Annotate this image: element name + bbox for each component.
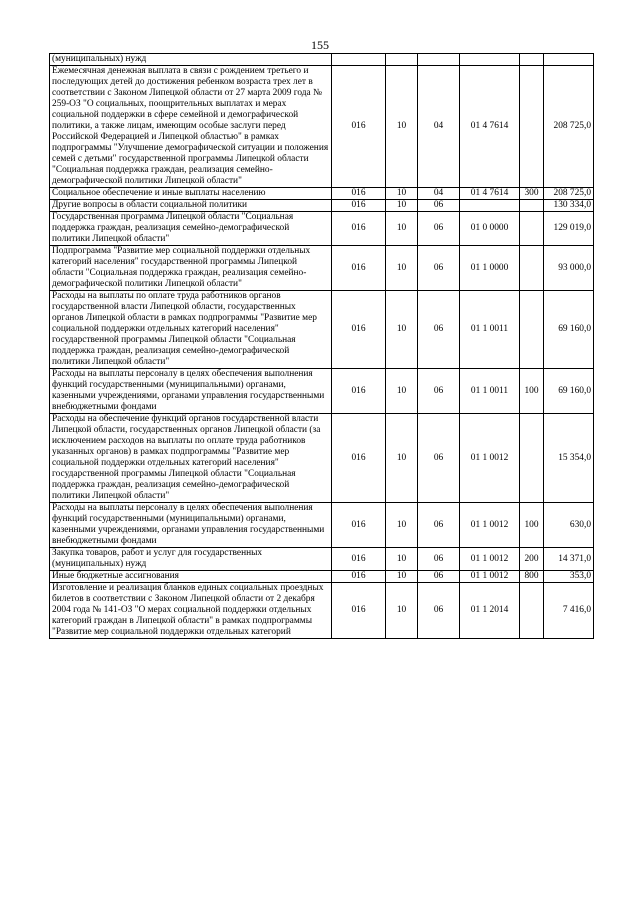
subsection-code-cell: 06 <box>418 200 460 212</box>
section-code-cell: 10 <box>386 414 418 503</box>
section-code-cell: 10 <box>386 246 418 291</box>
target-article-cell: 01 4 7614 <box>460 188 520 200</box>
row-name-cell: Закупка товаров, работ и услуг для государственных (муниципальных) нужд <box>50 548 332 571</box>
subsection-code-cell: 06 <box>418 548 460 571</box>
ministry-code-cell: 016 <box>332 583 386 639</box>
expense-type-cell: 200 <box>520 548 544 571</box>
subsection-code-cell: 06 <box>418 583 460 639</box>
target-article-cell: 01 1 0012 <box>460 414 520 503</box>
table-row <box>50 571 594 583</box>
table-row <box>50 200 594 212</box>
table-row <box>50 414 594 503</box>
section-code-cell: 10 <box>386 212 418 246</box>
target-article-cell: 01 1 0012 <box>460 503 520 548</box>
subsection-code-cell: 06 <box>418 291 460 369</box>
amount-cell: 15 354,0 <box>544 414 594 503</box>
row-name-cell: Расходы на выплаты персоналу в целях обеспечения выполнения функций государственными (муниципальными) органами, казенными учреждениями, органами управления государственными внебюджетными фондами <box>50 369 332 414</box>
amount-cell: 130 334,0 <box>544 200 594 212</box>
target-article-cell: 01 4 7614 <box>460 66 520 188</box>
subsection-code-cell: 06 <box>418 369 460 414</box>
expense-type-cell: 300 <box>520 188 544 200</box>
page-number: 155 <box>311 38 329 52</box>
table-row <box>50 66 594 188</box>
target-article-cell: 01 1 0011 <box>460 369 520 414</box>
amount-cell: 208 725,0 <box>544 188 594 200</box>
ministry-code-cell: 016 <box>332 66 386 188</box>
expense-type-cell: 100 <box>520 503 544 548</box>
subsection-code-cell: 06 <box>418 246 460 291</box>
ministry-code-cell: 016 <box>332 414 386 503</box>
expense-type-cell <box>520 583 544 639</box>
ministry-code-cell: 016 <box>332 548 386 571</box>
subsection-code-cell: 06 <box>418 414 460 503</box>
ministry-code-cell: 016 <box>332 503 386 548</box>
table-row <box>50 548 594 571</box>
table-row <box>50 503 594 548</box>
section-code-cell: 10 <box>386 548 418 571</box>
section-code-cell: 10 <box>386 200 418 212</box>
expense-type-cell <box>520 414 544 503</box>
amount-cell: 353,0 <box>544 571 594 583</box>
target-article-cell: 01 0 0000 <box>460 212 520 246</box>
amount-cell: 129 019,0 <box>544 212 594 246</box>
table-row <box>50 583 594 639</box>
ministry-code-cell: 016 <box>332 200 386 212</box>
subsection-code-cell: 06 <box>418 503 460 548</box>
section-code-cell: 10 <box>386 66 418 188</box>
ministry-code-cell <box>332 54 386 66</box>
target-article-cell <box>460 200 520 212</box>
target-article-cell: 01 1 0012 <box>460 571 520 583</box>
amount-cell: 208 725,0 <box>544 66 594 188</box>
row-name-cell: Государственная программа Липецкой области "Социальная поддержка граждан, реализация семейно-демографической политики Липецкой области" <box>50 212 332 246</box>
table-row <box>50 246 594 291</box>
ministry-code-cell: 016 <box>332 291 386 369</box>
section-code-cell: 10 <box>386 291 418 369</box>
target-article-cell: 01 1 0011 <box>460 291 520 369</box>
ministry-code-cell: 016 <box>332 369 386 414</box>
row-name-cell: Подпрограмма "Развитие мер социальной поддержки отдельных категорий населения" государственной программы Липецкой области "Социальная поддержка граждан, реализация семейно-демографической политики Липецкой области" <box>50 246 332 291</box>
ministry-code-cell: 016 <box>332 188 386 200</box>
target-article-cell <box>460 54 520 66</box>
expense-type-cell <box>520 66 544 188</box>
subsection-code-cell: 06 <box>418 212 460 246</box>
row-name-cell: Расходы на выплаты персоналу в целях обеспечения выполнения функций государственными (муниципальными) органами, казенными учреждениями, органами управления государственными внебюджетными фондами <box>50 503 332 548</box>
target-article-cell: 01 1 0012 <box>460 548 520 571</box>
table-row <box>50 369 594 414</box>
section-code-cell: 10 <box>386 571 418 583</box>
expense-type-cell <box>520 54 544 66</box>
amount-cell <box>544 54 594 66</box>
row-name-cell: Изготовление и реализация бланков единых социальных проездных билетов в соответствии с Законом Липецкой области от 2 декабря 2004 года № 141-ОЗ "О мерах социальной поддержки отдельных категорий граждан в Липецкой области" в рамках подпрограммы "Развитие мер социальной поддержки отдельных категорий <box>50 583 332 639</box>
section-code-cell <box>386 54 418 66</box>
budget-table-body <box>50 54 594 639</box>
table-row <box>50 212 594 246</box>
subsection-code-cell <box>418 54 460 66</box>
section-code-cell: 10 <box>386 583 418 639</box>
amount-cell: 93 000,0 <box>544 246 594 291</box>
row-name-cell: Ежемесячная денежная выплата в связи с рождением третьего и последующих детей до достижения ребенком возраста трех лет в соответствии с Законом Липецкой области от 27 марта 2009 года № 259-ОЗ "О социальных, поощрительных выплатах и мерах социальной поддержки в сфере семейной и демографической политики, а также лицам, имеющим особые заслуги перед Российской Федерацией и Липецкой областью" в рамках подпрограммы "Улучшение демографической ситуации и положения семей с детьми" государственной программы Липецкой области "Социальная поддержка граждан, реализация семейно-демографической политики Липецкой области" <box>50 66 332 188</box>
expense-type-cell: 800 <box>520 571 544 583</box>
table-row <box>50 291 594 369</box>
ministry-code-cell: 016 <box>332 571 386 583</box>
row-name-cell: Социальное обеспечение и иные выплаты населению <box>50 188 332 200</box>
subsection-code-cell: 04 <box>418 188 460 200</box>
subsection-code-cell: 04 <box>418 66 460 188</box>
table-row <box>50 54 594 66</box>
ministry-code-cell: 016 <box>332 246 386 291</box>
amount-cell: 69 160,0 <box>544 291 594 369</box>
expense-type-cell <box>520 291 544 369</box>
ministry-code-cell: 016 <box>332 212 386 246</box>
amount-cell: 630,0 <box>544 503 594 548</box>
row-name-cell: Расходы на обеспечение функций органов государственной власти Липецкой области, государственных органов Липецкой области (за исключением расходов на выплаты по оплате труда работников указанных органов) в рамках подпрограммы "Развитие мер социальной поддержки отдельных категорий населения" государственной программы Липецкой области "Социальная поддержка граждан, реализация семейно-демографической политики Липецкой области" <box>50 414 332 503</box>
subsection-code-cell: 06 <box>418 571 460 583</box>
section-code-cell: 10 <box>386 369 418 414</box>
row-name-cell: Другие вопросы в области социальной политики <box>50 200 332 212</box>
expense-type-cell <box>520 212 544 246</box>
table-row <box>50 188 594 200</box>
row-name-cell: Расходы на выплаты по оплате труда работников органов государственной власти Липецкой области, государственных органов Липецкой области в рамках подпрограммы "Развитие мер социальной поддержки отдельных категорий населения" государственной программы Липецкой области "Социальная поддержка граждан, реализация семейно-демографической политики Липецкой области" <box>50 291 332 369</box>
amount-cell: 14 371,0 <box>544 548 594 571</box>
expense-type-cell <box>520 246 544 291</box>
amount-cell: 7 416,0 <box>544 583 594 639</box>
budget-table <box>49 53 594 639</box>
expense-type-cell: 100 <box>520 369 544 414</box>
expense-type-cell <box>520 200 544 212</box>
target-article-cell: 01 1 0000 <box>460 246 520 291</box>
section-code-cell: 10 <box>386 503 418 548</box>
section-code-cell: 10 <box>386 188 418 200</box>
row-name-cell: Иные бюджетные ассигнования <box>50 571 332 583</box>
amount-cell: 69 160,0 <box>544 369 594 414</box>
row-name-cell: (муниципальных) нужд <box>50 54 332 66</box>
target-article-cell: 01 1 2014 <box>460 583 520 639</box>
